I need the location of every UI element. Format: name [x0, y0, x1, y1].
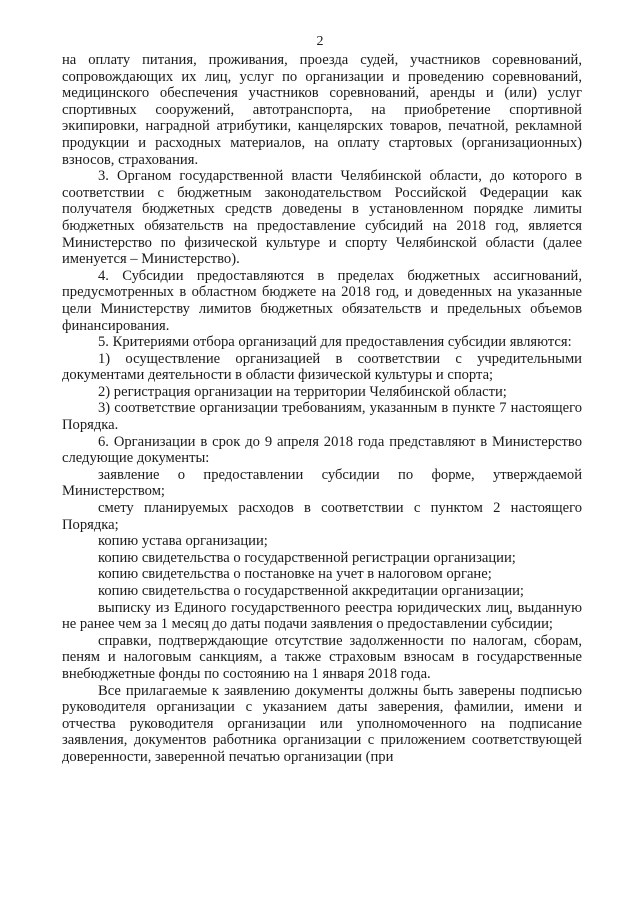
paragraph: 4. Субсидии предоставляются в пределах бюджетных ассигнований, предусмотренных в областном бюджете на 2018 год, и доведенных на указанные цели Министерству лимитов бюджетных обязательств и предельных объемов финансирования. [62, 267, 582, 334]
paragraph: смету планируемых расходов в соответствии с пунктом 2 настоящего Порядка; [62, 500, 582, 533]
paragraph: заявление о предоставлении субсидии по форме, утверждаемой Министерством; [62, 466, 582, 500]
paragraph: Все прилагаемые к заявлению документы должны быть заверены подписью руководителя организации с указанием даты заверения, фамилии, имени и отчества руководителя организации или уполномоченного на подписание заявления, документов работника организации с приложением соответствующей доверенности, заверенной печатью организации (при [62, 682, 582, 765]
page-number: 2 [316, 34, 324, 49]
document-body [62, 52, 582, 766]
paragraph: 6. Организации в срок до 9 апреля 2018 года представляют в Министерство следующие документы: [62, 433, 582, 467]
paragraph: 2) регистрация организации на территории Челябинской области; [98, 383, 507, 400]
paragraph: 1) осуществление организацией в соответствии с учредительными документами деятельности в области физической культуры и спорта; [62, 350, 582, 384]
paragraph: на оплату питания, проживания, проезда судей, участников соревнований, сопровождающих их лиц, услуг по организации и проведению соревнований, медицинского обеспечения участников соревнований, аренды и (или) услуг спортивных сооружений, автотранспорта, на приобретение спортивной экипировки, наградной атрибутики, канцелярских товаров, печатной, рекламной продукции и расходных материалов, на оплату стартовых (организационных) взносов, страхования. [62, 52, 582, 168]
paragraph: копию свидетельства о государственной регистрации организации; [98, 549, 516, 566]
paragraph: 5. Критериями отбора организаций для предоставления субсидии являются: [98, 334, 572, 351]
paragraph: копию устава организации; [98, 533, 268, 550]
paragraph: выписку из Единого государственного реестра юридических лиц, выданную не ранее чем за 1 месяц до даты подачи заявления о предоставлении субсидии; [62, 599, 582, 633]
paragraph: копию свидетельства о постановке на учет в налоговом органе; [98, 566, 492, 583]
paragraph: 3) соответствие организации требованиям, указанным в пункте 7 настоящего Порядка. [62, 400, 582, 434]
paragraph: 3. Органом государственной власти Челябинской области, до которого в соответствии с бюджетным законодательством Российской Федерации как получателя бюджетных средств доведены в установленном порядке лимиты бюджетных обязательств на предоставление субсидий на 2018 год, является Министерство по физической культуре и спорту Челябинской области (далее именуется – Министерство). [62, 168, 582, 268]
paragraph: справки, подтверждающие отсутствие задолженности по налогам, сборам, пеням и налоговым санкциям, а также страховым взносам в государственные внебюджетные фонды по состоянию на 1 января 2018 года. [62, 632, 582, 682]
paragraph: копию свидетельства о государственной аккредитации организации; [98, 583, 524, 599]
